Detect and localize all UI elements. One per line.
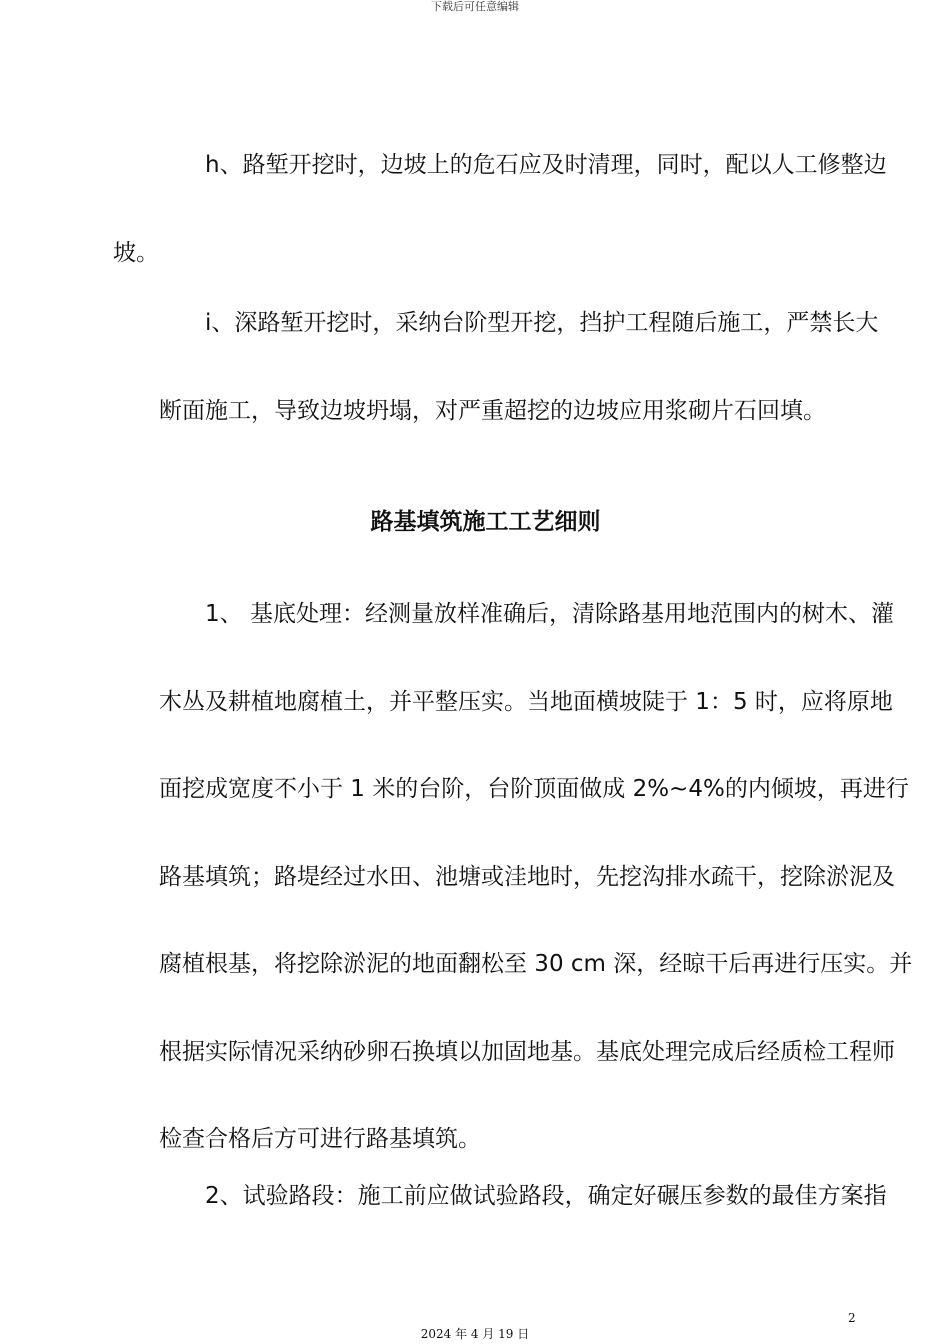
paragraph-line: 检查合格后方可进行路基填筑。: [159, 1126, 481, 1152]
paragraph-2: [113, 1153, 887, 1241]
section-title: 路基填筑施工工艺细则: [370, 509, 601, 535]
paragraph-line: 断面施工，导致边坡坍塌，对严重超挖的边坡应用浆砌片石回填。: [159, 397, 826, 424]
page-number: 2: [848, 1311, 856, 1325]
paragraph-line: 1、 基底处理：经测量放样准确后，清除路基用地范围内的树木、灌: [205, 601, 894, 627]
paragraph-line: 木丛及耕植地腐植土，并平整压实。当地面横坡陡于 1：5 时，应将原地: [159, 688, 893, 715]
paragraph-line: 坡。: [113, 239, 159, 266]
page-header: 下载后可任意编辑: [431, 0, 519, 13]
footer-date: 2024 年 4 月 19 日: [420, 1327, 530, 1341]
paragraph-line: 面挖成宽度不小于 1 米的台阶，台阶顶面做成 2%~4%的内倾坡，再进行: [159, 776, 909, 802]
paragraph-line: h、路堑开挖时，边坡上的危石应及时清理，同时，配以人工修整边: [205, 152, 887, 178]
paragraph-h: [113, 122, 887, 297]
paragraph-line: 2、试验路段：施工前应做试验路段，确定好碾压参数的最佳方案指: [205, 1183, 887, 1209]
paragraph-i: [113, 280, 879, 455]
paragraph-line: 路基填筑；路堤经过水田、池塘或洼地时，先挖沟排水疏干，挖除淤泥及: [159, 863, 895, 890]
paragraph-line: 根据实际情况采纳砂卵石换填以加固地基。基底处理完成后经质检工程师: [159, 1038, 895, 1065]
paragraph-1: [113, 571, 913, 1184]
paragraph-line: i、深路堑开挖时，采纳台阶型开挖，挡护工程随后施工，严禁长大: [205, 310, 879, 336]
paragraph-line: 腐植根基，将挖除淤泥的地面翻松至 30 cm 深，经晾干后再进行压实。并: [159, 951, 913, 977]
